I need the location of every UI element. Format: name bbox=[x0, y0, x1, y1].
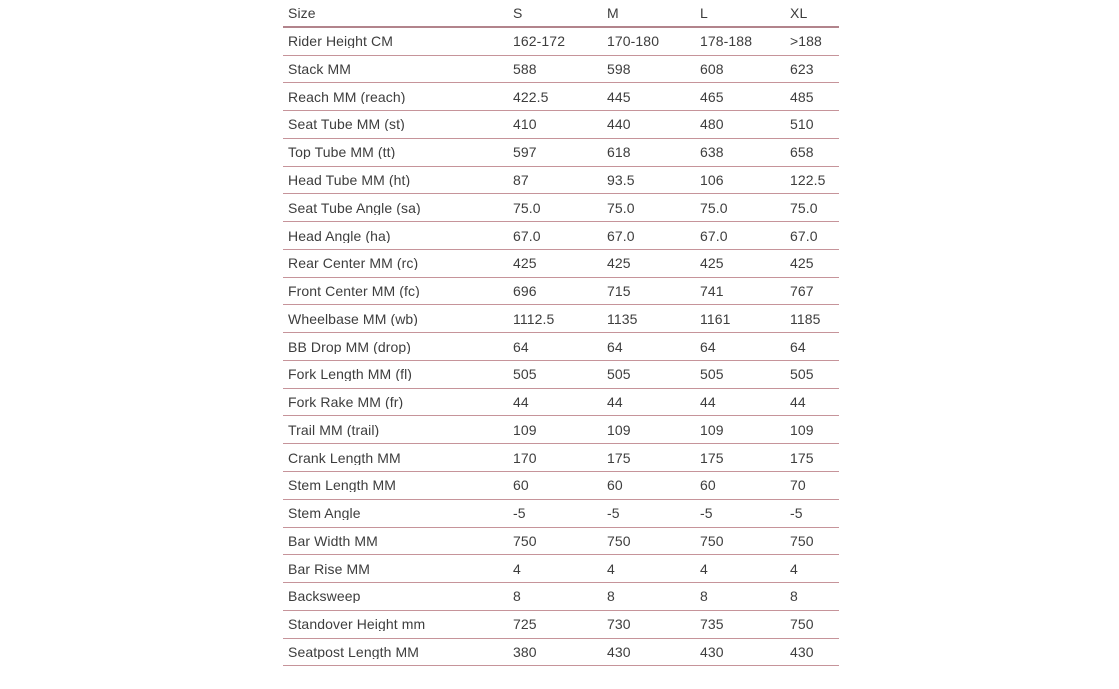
row-value-m: 109 bbox=[607, 422, 631, 437]
row-value-l: 608 bbox=[700, 61, 724, 76]
column-header-l: L bbox=[700, 5, 708, 20]
row-label: Stem Length MM bbox=[288, 478, 396, 493]
table-row bbox=[283, 361, 839, 389]
row-value-m: 505 bbox=[607, 367, 631, 382]
table-row bbox=[283, 222, 839, 250]
row-value-xl: 623 bbox=[790, 61, 814, 76]
row-value-s: 170 bbox=[513, 450, 537, 465]
row-value-m: 8 bbox=[607, 589, 615, 604]
row-label: Rider Height CM bbox=[288, 34, 393, 49]
row-value-xl: 1185 bbox=[790, 311, 821, 326]
row-value-m: 75.0 bbox=[607, 200, 635, 215]
row-label: Fork Rake MM (fr) bbox=[288, 395, 404, 410]
row-value-m: 175 bbox=[607, 450, 631, 465]
row-value-m: 44 bbox=[607, 395, 623, 410]
row-value-xl: 70 bbox=[790, 478, 806, 493]
row-label: Standover Height mm bbox=[288, 617, 426, 632]
row-value-m: 618 bbox=[607, 145, 631, 160]
row-value-xl: 425 bbox=[790, 256, 814, 271]
row-value-s: 696 bbox=[513, 284, 537, 299]
row-value-m: 598 bbox=[607, 61, 631, 76]
row-label: Backsweep bbox=[288, 589, 361, 604]
table-row bbox=[283, 528, 839, 556]
row-value-m: 1135 bbox=[607, 311, 638, 326]
column-header-m: M bbox=[607, 5, 619, 20]
row-value-xl: 505 bbox=[790, 367, 814, 382]
row-value-l: 60 bbox=[700, 478, 716, 493]
column-header-size: Size bbox=[288, 5, 316, 20]
table-row bbox=[283, 56, 839, 84]
table-row bbox=[283, 194, 839, 222]
row-value-m: 67.0 bbox=[607, 228, 635, 243]
row-label: Stack MM bbox=[288, 61, 352, 76]
row-value-l: 44 bbox=[700, 395, 716, 410]
row-value-l: 67.0 bbox=[700, 228, 728, 243]
row-value-m: 730 bbox=[607, 617, 631, 632]
table-row bbox=[283, 416, 839, 444]
row-value-m: 4 bbox=[607, 561, 615, 576]
table-row bbox=[283, 333, 839, 361]
row-label: Seat Tube MM (st) bbox=[288, 117, 405, 132]
table-row bbox=[283, 444, 839, 472]
row-value-l: -5 bbox=[700, 506, 713, 521]
row-label: Reach MM (reach) bbox=[288, 89, 406, 104]
row-value-m: 440 bbox=[607, 117, 631, 132]
row-value-s: 597 bbox=[513, 145, 537, 160]
row-label: Crank Length MM bbox=[288, 450, 401, 465]
row-label: Stem Angle bbox=[288, 506, 361, 521]
row-value-s: 750 bbox=[513, 533, 537, 548]
row-label: Wheelbase MM (wb) bbox=[288, 311, 419, 326]
table-row bbox=[283, 639, 839, 667]
column-header-xl: XL bbox=[790, 5, 808, 20]
row-label: Rear Center MM (rc) bbox=[288, 256, 419, 271]
row-value-l: 1161 bbox=[700, 311, 731, 326]
row-value-s: 725 bbox=[513, 617, 537, 632]
row-value-xl: 122.5 bbox=[790, 172, 826, 187]
row-value-l: 106 bbox=[700, 172, 724, 187]
table-row bbox=[283, 472, 839, 500]
row-value-l: 425 bbox=[700, 256, 724, 271]
row-value-l: 638 bbox=[700, 145, 724, 160]
table-row bbox=[283, 278, 839, 306]
row-label: Head Tube MM (ht) bbox=[288, 172, 411, 187]
row-value-s: 44 bbox=[513, 395, 529, 410]
row-value-xl: 485 bbox=[790, 89, 814, 104]
row-value-xl: 8 bbox=[790, 589, 798, 604]
table-row bbox=[283, 83, 839, 111]
row-value-l: 75.0 bbox=[700, 200, 728, 215]
row-value-m: 750 bbox=[607, 533, 631, 548]
table-row bbox=[283, 611, 839, 639]
row-label: BB Drop MM (drop) bbox=[288, 339, 412, 354]
row-value-l: 8 bbox=[700, 589, 708, 604]
row-label: Head Angle (ha) bbox=[288, 228, 391, 243]
row-value-m: 715 bbox=[607, 284, 631, 299]
row-value-xl: 109 bbox=[790, 422, 814, 437]
row-label: Bar Width MM bbox=[288, 533, 378, 548]
table-row bbox=[283, 139, 839, 167]
table-row bbox=[283, 500, 839, 528]
row-value-s: 1112.5 bbox=[513, 311, 555, 326]
row-value-xl: 658 bbox=[790, 145, 814, 160]
row-value-s: 588 bbox=[513, 61, 537, 76]
row-value-xl: 175 bbox=[790, 450, 814, 465]
row-value-xl: 64 bbox=[790, 339, 806, 354]
geometry-table bbox=[283, 0, 839, 666]
row-value-xl: 750 bbox=[790, 533, 814, 548]
row-value-s: 422.5 bbox=[513, 89, 549, 104]
table-row bbox=[283, 555, 839, 583]
row-value-xl: 510 bbox=[790, 117, 814, 132]
row-value-s: 4 bbox=[513, 561, 521, 576]
row-value-l: 741 bbox=[700, 284, 724, 299]
row-value-s: 87 bbox=[513, 172, 529, 187]
row-label: Fork Length MM (fl) bbox=[288, 367, 413, 382]
table-row bbox=[283, 389, 839, 417]
row-value-l: 109 bbox=[700, 422, 724, 437]
column-header-s: S bbox=[513, 5, 523, 20]
row-value-m: 64 bbox=[607, 339, 623, 354]
row-value-xl: 4 bbox=[790, 561, 798, 576]
row-value-xl: -5 bbox=[790, 506, 803, 521]
row-value-m: 93.5 bbox=[607, 172, 635, 187]
row-value-m: 425 bbox=[607, 256, 631, 271]
row-value-l: 178-188 bbox=[700, 34, 753, 49]
table-header-row bbox=[283, 0, 839, 28]
row-value-l: 4 bbox=[700, 561, 708, 576]
row-value-s: 505 bbox=[513, 367, 537, 382]
row-value-s: 67.0 bbox=[513, 228, 541, 243]
row-value-xl: 767 bbox=[790, 284, 814, 299]
row-label: Bar Rise MM bbox=[288, 561, 370, 576]
row-value-s: -5 bbox=[513, 506, 526, 521]
row-value-l: 735 bbox=[700, 617, 724, 632]
row-label: Seat Tube Angle (sa) bbox=[288, 200, 421, 215]
row-value-l: 750 bbox=[700, 533, 724, 548]
row-value-xl: 430 bbox=[790, 644, 814, 659]
row-value-l: 505 bbox=[700, 367, 724, 382]
row-value-m: 170-180 bbox=[607, 34, 660, 49]
row-value-m: -5 bbox=[607, 506, 620, 521]
table-row bbox=[283, 111, 839, 139]
table-row bbox=[283, 28, 839, 56]
row-value-s: 8 bbox=[513, 589, 521, 604]
table-body bbox=[283, 28, 839, 667]
row-value-xl: >188 bbox=[790, 34, 822, 49]
row-value-l: 64 bbox=[700, 339, 716, 354]
row-value-l: 430 bbox=[700, 644, 724, 659]
row-label: Top Tube MM (tt) bbox=[288, 145, 396, 160]
row-label: Trail MM (trail) bbox=[288, 422, 380, 437]
row-label: Seatpost Length MM bbox=[288, 644, 419, 659]
row-value-m: 430 bbox=[607, 644, 631, 659]
row-value-s: 75.0 bbox=[513, 200, 541, 215]
row-value-s: 60 bbox=[513, 478, 529, 493]
row-value-l: 480 bbox=[700, 117, 724, 132]
row-label: Front Center MM (fc) bbox=[288, 284, 420, 299]
row-value-s: 162-172 bbox=[513, 34, 566, 49]
table-row bbox=[283, 167, 839, 195]
row-value-m: 60 bbox=[607, 478, 623, 493]
row-value-s: 425 bbox=[513, 256, 537, 271]
table-row bbox=[283, 305, 839, 333]
table-row bbox=[283, 583, 839, 611]
row-value-s: 109 bbox=[513, 422, 537, 437]
row-value-m: 445 bbox=[607, 89, 631, 104]
row-value-l: 175 bbox=[700, 450, 724, 465]
row-value-xl: 75.0 bbox=[790, 200, 818, 215]
row-value-xl: 67.0 bbox=[790, 228, 818, 243]
row-value-s: 64 bbox=[513, 339, 529, 354]
row-value-s: 380 bbox=[513, 644, 537, 659]
row-value-l: 465 bbox=[700, 89, 724, 104]
table-row bbox=[283, 250, 839, 278]
row-value-xl: 750 bbox=[790, 617, 814, 632]
row-value-xl: 44 bbox=[790, 395, 806, 410]
row-value-s: 410 bbox=[513, 117, 537, 132]
